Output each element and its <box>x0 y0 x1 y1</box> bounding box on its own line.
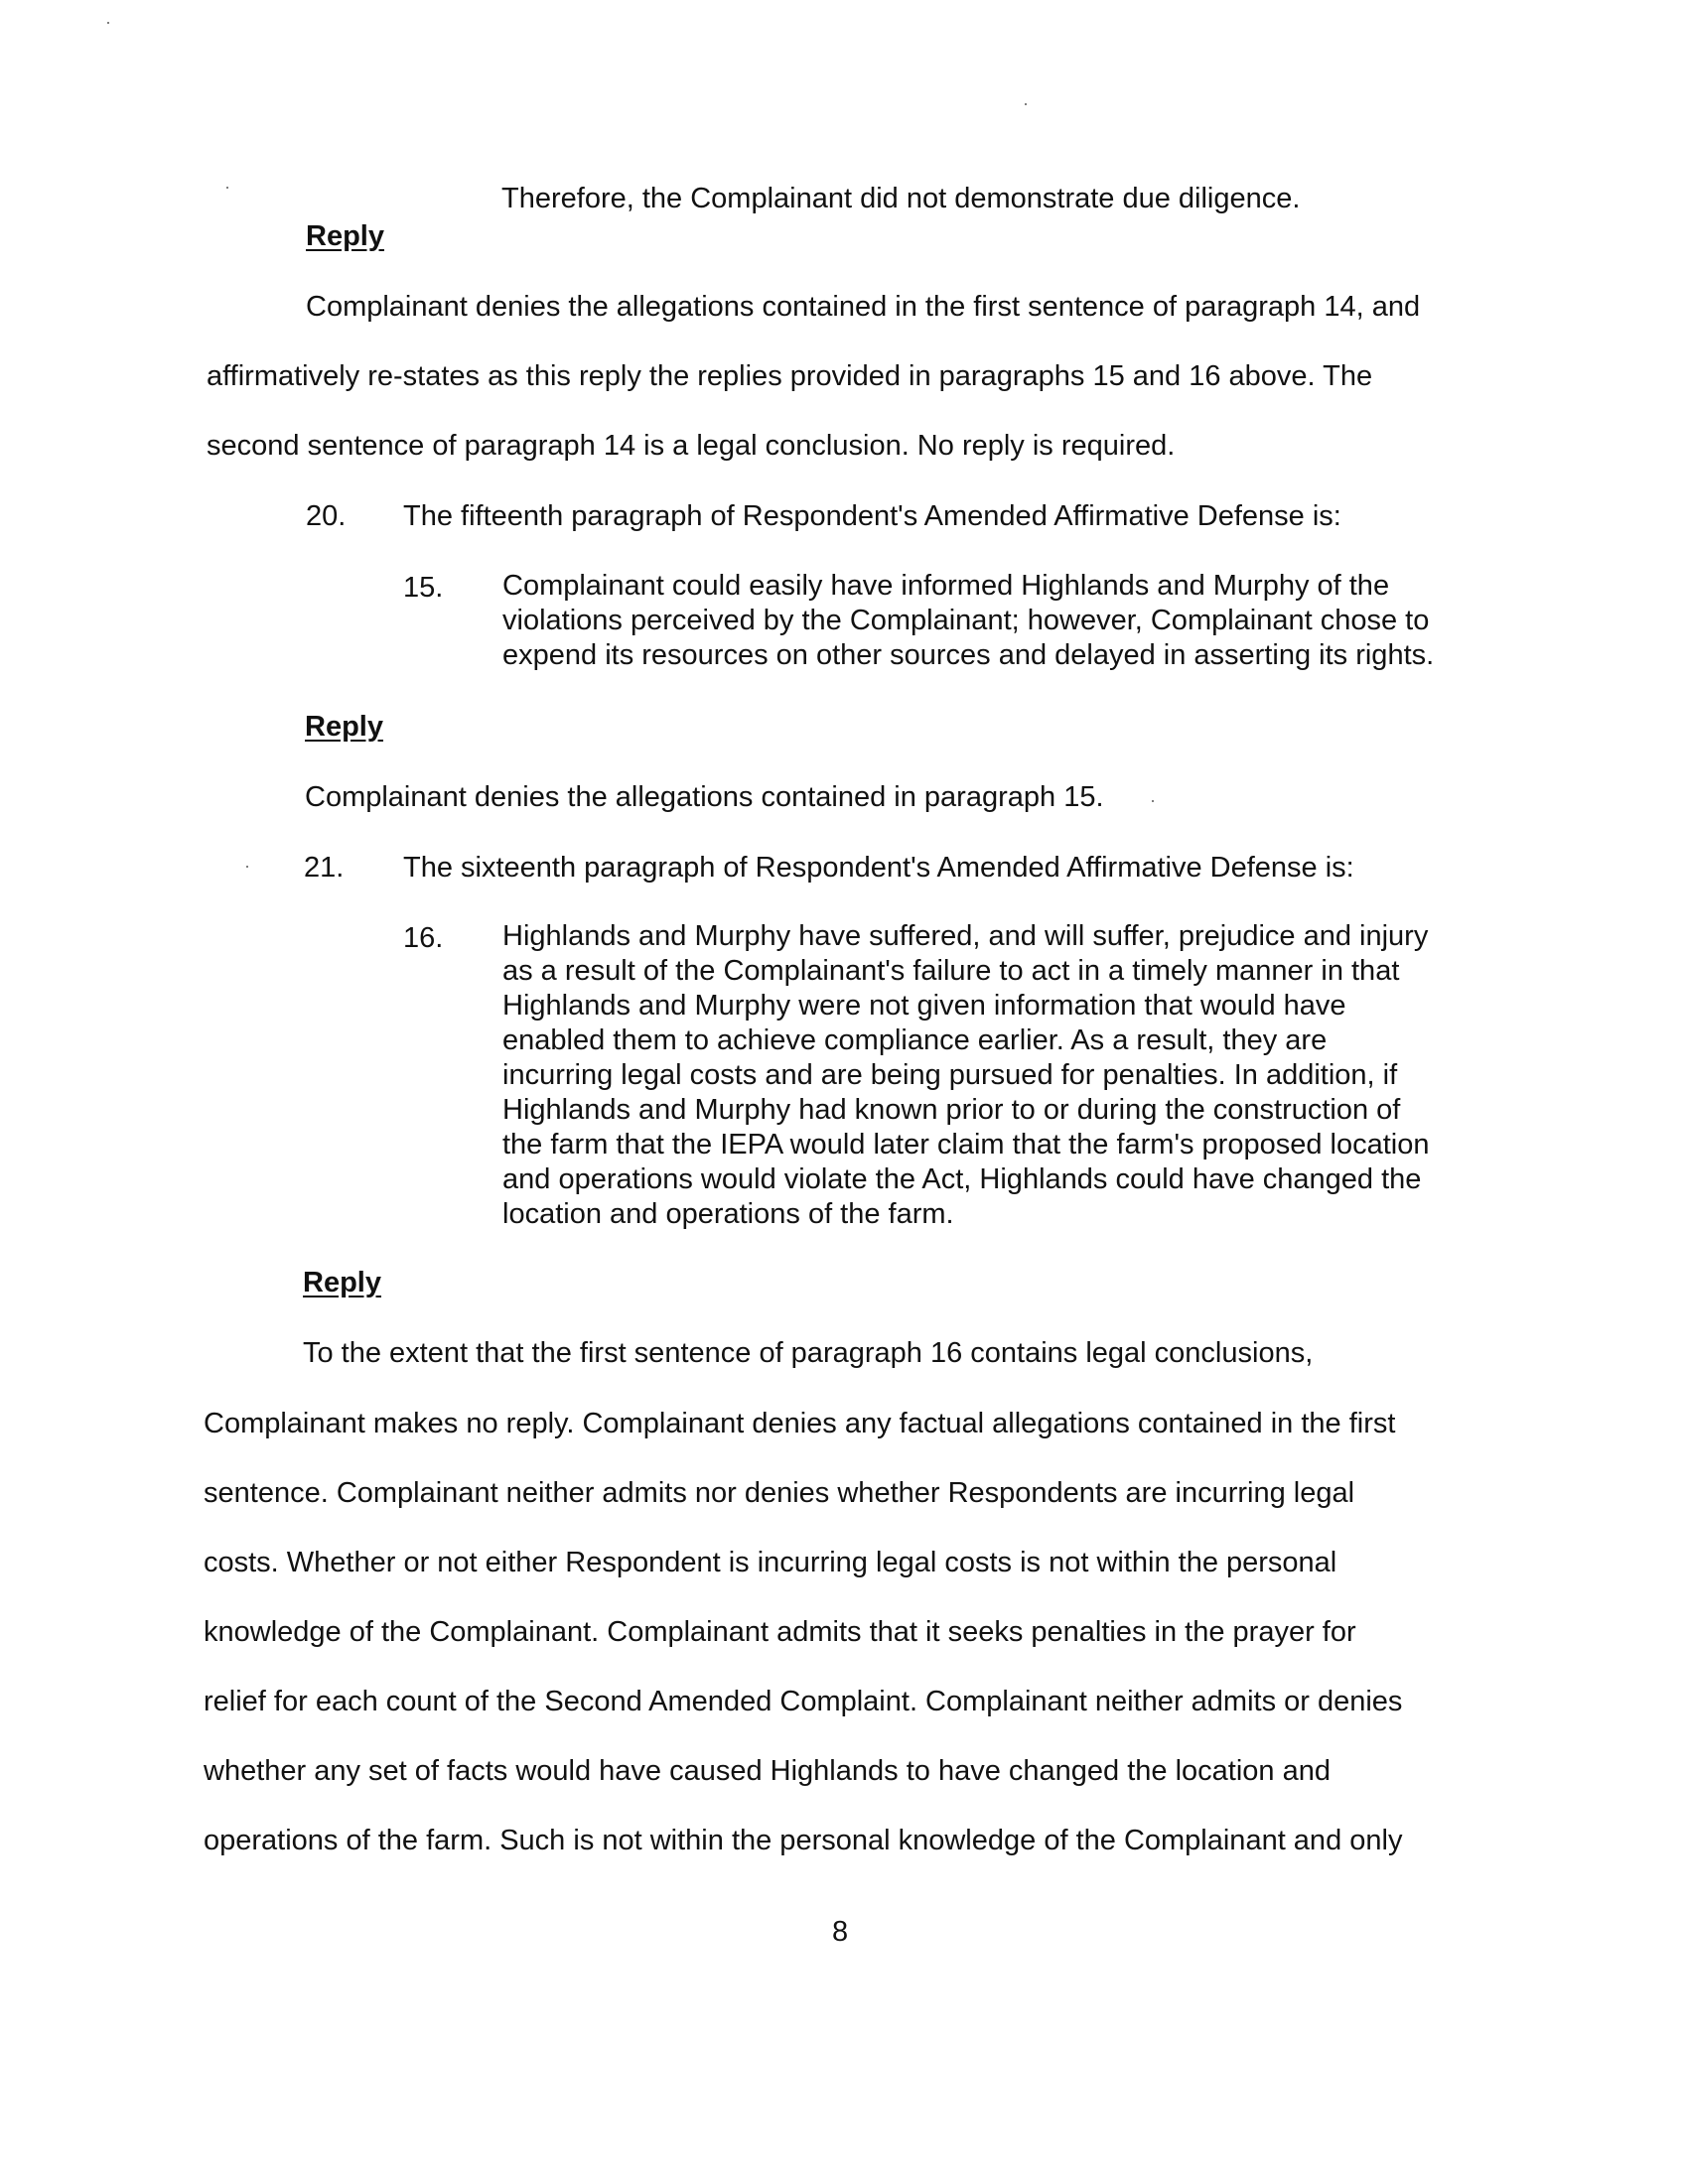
quote-16-line: Highlands and Murphy were not given information that would have <box>502 990 1346 1022</box>
quote-15-line: expend its resources on other sources and delayed in asserting its rights. <box>502 639 1435 671</box>
quote-16-line: the farm that the IEPA would later claim that the farm's proposed location <box>502 1129 1430 1160</box>
reply-3-line: Complainant makes no reply. Complainant denies any factual allegations contained in the first <box>204 1408 1396 1439</box>
quote-16-line: location and operations of the farm. <box>502 1198 954 1230</box>
reply-3-line: To the extent that the first sentence of paragraph 16 contains legal conclusions, <box>303 1337 1314 1369</box>
reply-1-line: second sentence of paragraph 14 is a legal conclusion. No reply is required. <box>207 430 1176 462</box>
intro-line: Therefore, the Complainant did not demonstrate due diligence. <box>501 183 1301 214</box>
reply-heading: Reply <box>305 711 383 743</box>
page-number: 8 <box>832 1916 849 1948</box>
quote-16-line: Highlands and Murphy had known prior to or during the construction of <box>502 1094 1401 1126</box>
scan-speck <box>1152 800 1154 802</box>
reply-3-line: sentence. Complainant neither admits nor denies whether Respondents are incurring legal <box>204 1477 1355 1509</box>
reply-1-line: affirmatively re-states as this reply the replies provided in paragraphs 15 and 16 above. The <box>207 360 1373 392</box>
quote-16-number: 16. <box>403 922 444 954</box>
reply-3-line: costs. Whether or not either Respondent is incurring legal costs is not within the personal <box>204 1547 1337 1578</box>
reply-3-line: operations of the farm. Such is not within the personal knowledge of the Complainant and only <box>204 1825 1403 1856</box>
quote-16-line: enabled them to achieve compliance earlier. As a result, they are <box>502 1024 1328 1056</box>
reply-3-line: relief for each count of the Second Amended Complaint. Complainant neither admits or denies <box>204 1686 1403 1717</box>
quote-16-line: Highlands and Murphy have suffered, and will suffer, prejudice and injury <box>502 920 1429 952</box>
quote-15-line: Complainant could easily have informed Highlands and Murphy of the <box>502 570 1390 602</box>
reply-heading: Reply <box>303 1267 381 1298</box>
scan-speck <box>1025 103 1027 105</box>
reply-3-line: whether any set of facts would have caused Highlands to have changed the location and <box>204 1755 1331 1787</box>
scan-speck <box>246 866 248 868</box>
reply-1-line: Complainant denies the allegations contained in the first sentence of paragraph 14, and <box>306 291 1421 323</box>
reply-3-line: knowledge of the Complainant. Complainant admits that it seeks penalties in the prayer for <box>204 1616 1356 1648</box>
item-20-text: The fifteenth paragraph of Respondent's Amended Affirmative Defense is: <box>403 500 1341 532</box>
item-21-text: The sixteenth paragraph of Respondent's Amended Affirmative Defense is: <box>403 852 1354 884</box>
quote-16-line: as a result of the Complainant's failure to act in a timely manner in that <box>502 955 1400 987</box>
quote-16-line: incurring legal costs and are being pursued for penalties. In addition, if <box>502 1059 1398 1091</box>
reply-heading: Reply <box>306 220 384 252</box>
reply-2-text: Complainant denies the allegations contained in paragraph 15. <box>305 781 1104 813</box>
scan-speck <box>226 187 228 189</box>
quote-15-block <box>502 569 1434 673</box>
quote-15-line: violations perceived by the Complainant; however, Complainant chose to <box>502 605 1430 636</box>
item-21-number: 21. <box>304 852 345 884</box>
quote-16-block <box>502 919 1429 1232</box>
quote-15-number: 15. <box>403 572 444 604</box>
item-20-number: 20. <box>306 500 347 532</box>
scan-speck <box>107 22 109 24</box>
quote-16-line: and operations would violate the Act, Highlands could have changed the <box>502 1163 1422 1195</box>
